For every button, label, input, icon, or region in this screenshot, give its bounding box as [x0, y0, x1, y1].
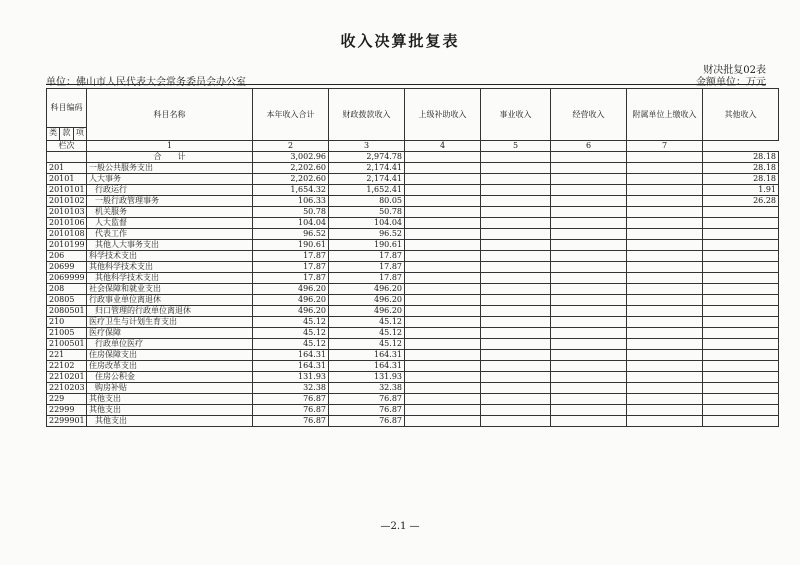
col-header-subunit: 附属单位上缴收入 [627, 89, 703, 141]
row-fiscal: 76.87 [329, 405, 405, 416]
row-other [703, 207, 779, 218]
row-subsidy [405, 273, 481, 284]
row-code: 221 [47, 350, 87, 361]
table-row [47, 229, 779, 240]
row-code: 2080501 [47, 306, 87, 317]
table-row [47, 163, 779, 174]
row-other [703, 240, 779, 251]
row-operation [551, 273, 627, 284]
row-business [481, 174, 551, 185]
row-business [481, 207, 551, 218]
row-total: 17.87 [253, 262, 329, 273]
total-subsidy [405, 152, 481, 163]
row-subsidy [405, 251, 481, 262]
row-subunit [627, 339, 703, 350]
row-code: 2210201 [47, 372, 87, 383]
row-subsidy [405, 174, 481, 185]
row-subsidy [405, 207, 481, 218]
column-number: 4 [405, 141, 481, 152]
subheader-kuan: 款 [60, 128, 73, 140]
row-total: 496.20 [253, 295, 329, 306]
row-code: 201 [47, 163, 87, 174]
row-subunit [627, 405, 703, 416]
row-subunit [627, 361, 703, 372]
row-other [703, 218, 779, 229]
row-total: 96.52 [253, 229, 329, 240]
row-fiscal: 164.31 [329, 361, 405, 372]
column-number: 7 [627, 141, 703, 152]
row-business [481, 328, 551, 339]
row-other [703, 383, 779, 394]
row-total: 496.20 [253, 284, 329, 295]
row-business [481, 361, 551, 372]
row-fiscal: 50.78 [329, 207, 405, 218]
row-code: 2210203 [47, 383, 87, 394]
row-name: 医疗卫生与计划生育支出 [87, 317, 253, 328]
row-total: 2,202.60 [253, 163, 329, 174]
row-code: 2299901 [47, 416, 87, 427]
row-name: 医疗保障 [87, 328, 253, 339]
row-fiscal: 104.04 [329, 218, 405, 229]
row-fiscal: 76.87 [329, 394, 405, 405]
row-code: 206 [47, 251, 87, 262]
row-operation [551, 295, 627, 306]
row-other: 28.18 [703, 163, 779, 174]
row-name: 代表工作 [87, 229, 253, 240]
row-name: 其他科学技术支出 [87, 273, 253, 284]
column-number: 3 [329, 141, 405, 152]
table-row [47, 207, 779, 218]
table-row [47, 394, 779, 405]
row-subsidy [405, 306, 481, 317]
row-code: 2069999 [47, 273, 87, 284]
unit-label: 单位：佛山市人民代表大会常务委员会办公室 [46, 77, 246, 88]
row-subunit [627, 284, 703, 295]
row-total: 496.20 [253, 306, 329, 317]
row-operation [551, 339, 627, 350]
row-fiscal: 80.05 [329, 196, 405, 207]
row-name: 其他人大事务支出 [87, 240, 253, 251]
row-business [481, 218, 551, 229]
row-name: 购房补贴 [87, 383, 253, 394]
table-row [47, 372, 779, 383]
row-total: 2,202.60 [253, 174, 329, 185]
row-fiscal: 131.93 [329, 372, 405, 383]
row-name: 其他科学技术支出 [87, 262, 253, 273]
row-name: 其他支出 [87, 416, 253, 427]
row-business [481, 372, 551, 383]
row-total: 32.38 [253, 383, 329, 394]
table-row [47, 350, 779, 361]
row-other [703, 284, 779, 295]
form-id: 财决批复02表 [703, 65, 766, 76]
total-row [47, 152, 779, 163]
column-number: 1 [87, 141, 253, 152]
row-subunit [627, 218, 703, 229]
table-row [47, 361, 779, 372]
row-business [481, 229, 551, 240]
row-subunit [627, 174, 703, 185]
row-other [703, 229, 779, 240]
row-subunit [627, 185, 703, 196]
row-fiscal: 32.38 [329, 383, 405, 394]
col-header-code: 科目编码 [47, 89, 87, 128]
row-operation [551, 174, 627, 185]
row-name: 人大监督 [87, 218, 253, 229]
col-header-business: 事业收入 [481, 89, 551, 141]
row-total: 104.04 [253, 218, 329, 229]
row-subsidy [405, 383, 481, 394]
row-operation [551, 328, 627, 339]
total-code-cell [47, 152, 87, 163]
row-code: 22999 [47, 405, 87, 416]
row-code: 2010103 [47, 207, 87, 218]
row-subsidy [405, 163, 481, 174]
row-subsidy [405, 295, 481, 306]
row-fiscal: 2,174.41 [329, 174, 405, 185]
row-subunit [627, 416, 703, 427]
table-row [47, 284, 779, 295]
col-header-operation: 经营收入 [551, 89, 627, 141]
row-subunit [627, 251, 703, 262]
row-total: 17.87 [253, 273, 329, 284]
row-total: 164.31 [253, 350, 329, 361]
code-subheader [47, 128, 87, 141]
row-code: 2100501 [47, 339, 87, 350]
row-other [703, 306, 779, 317]
row-name: 机关服务 [87, 207, 253, 218]
row-total: 45.12 [253, 328, 329, 339]
row-name: 归口管理的行政单位离退休 [87, 306, 253, 317]
row-name: 一般行政管理事务 [87, 196, 253, 207]
row-subunit [627, 306, 703, 317]
total-business [481, 152, 551, 163]
row-fiscal: 96.52 [329, 229, 405, 240]
row-total: 164.31 [253, 361, 329, 372]
row-subsidy [405, 218, 481, 229]
table-row [47, 196, 779, 207]
row-fiscal: 17.87 [329, 262, 405, 273]
row-subsidy [405, 196, 481, 207]
row-name: 科学技术支出 [87, 251, 253, 262]
row-operation [551, 185, 627, 196]
header-rule [46, 84, 766, 85]
row-other [703, 416, 779, 427]
col-header-fiscal: 财政拨款收入 [329, 89, 405, 141]
row-subunit [627, 273, 703, 284]
row-subunit [627, 196, 703, 207]
row-business [481, 405, 551, 416]
row-subunit [627, 394, 703, 405]
row-operation [551, 229, 627, 240]
row-fiscal: 190.61 [329, 240, 405, 251]
row-business [481, 284, 551, 295]
row-subsidy [405, 394, 481, 405]
row-subsidy [405, 416, 481, 427]
row-business [481, 185, 551, 196]
total-fiscal: 2,974.78 [329, 152, 405, 163]
row-other [703, 295, 779, 306]
row-total: 190.61 [253, 240, 329, 251]
table-row [47, 295, 779, 306]
subheader-xiang: 项 [75, 128, 84, 137]
row-operation [551, 306, 627, 317]
row-business [481, 383, 551, 394]
column-number: 2 [253, 141, 329, 152]
row-fiscal: 496.20 [329, 295, 405, 306]
total-label: 合 计 [87, 152, 253, 163]
row-total: 76.87 [253, 405, 329, 416]
row-code: 208 [47, 284, 87, 295]
table-row [47, 273, 779, 284]
col-header-other: 其他收入 [703, 89, 779, 141]
row-total: 131.93 [253, 372, 329, 383]
row-other [703, 328, 779, 339]
row-name: 行政单位医疗 [87, 339, 253, 350]
col-header-total: 本年收入合计 [253, 89, 329, 141]
row-fiscal: 496.20 [329, 306, 405, 317]
total-income: 3,002.96 [253, 152, 329, 163]
row-name: 其他支出 [87, 405, 253, 416]
table-row [47, 185, 779, 196]
row-business [481, 295, 551, 306]
row-business [481, 394, 551, 405]
column-number: 5 [481, 141, 551, 152]
row-business [481, 306, 551, 317]
row-other [703, 339, 779, 350]
row-name: 一般公共服务支出 [87, 163, 253, 174]
row-operation [551, 383, 627, 394]
row-other: 1.91 [703, 185, 779, 196]
row-other [703, 317, 779, 328]
table-row [47, 416, 779, 427]
row-subsidy [405, 185, 481, 196]
row-operation [551, 163, 627, 174]
table-row [47, 405, 779, 416]
table-row [47, 306, 779, 317]
row-other [703, 273, 779, 284]
total-operation [551, 152, 627, 163]
column-number: 6 [551, 141, 627, 152]
row-business [481, 416, 551, 427]
row-name: 住房改革支出 [87, 361, 253, 372]
row-other: 26.28 [703, 196, 779, 207]
row-business [481, 251, 551, 262]
total-other: 28.18 [703, 152, 779, 163]
row-other [703, 361, 779, 372]
row-other [703, 262, 779, 273]
row-subunit [627, 229, 703, 240]
row-subunit [627, 328, 703, 339]
row-subunit [627, 372, 703, 383]
row-operation [551, 372, 627, 383]
row-name: 人大事务 [87, 174, 253, 185]
row-code: 20101 [47, 174, 87, 185]
row-operation [551, 394, 627, 405]
row-subsidy [405, 350, 481, 361]
row-subsidy [405, 361, 481, 372]
row-operation [551, 416, 627, 427]
page-title: 收入决算批复表 [340, 32, 460, 50]
table-row [47, 328, 779, 339]
row-code: 20699 [47, 262, 87, 273]
row-subsidy [405, 262, 481, 273]
row-code: 210 [47, 317, 87, 328]
row-fiscal: 45.12 [329, 317, 405, 328]
row-business [481, 163, 551, 174]
income-table [46, 88, 779, 427]
row-business [481, 262, 551, 273]
row-code: 2010101 [47, 185, 87, 196]
row-other [703, 394, 779, 405]
row-subsidy [405, 317, 481, 328]
page-number: —2.1 — [380, 521, 420, 532]
row-business [481, 196, 551, 207]
row-fiscal: 1,652.41 [329, 185, 405, 196]
row-subunit [627, 262, 703, 273]
row-subsidy [405, 328, 481, 339]
row-other [703, 350, 779, 361]
column-number-row [47, 141, 779, 152]
row-operation [551, 207, 627, 218]
row-code: 229 [47, 394, 87, 405]
table-row [47, 251, 779, 262]
row-subunit [627, 350, 703, 361]
row-fiscal: 17.87 [329, 251, 405, 262]
row-subsidy [405, 405, 481, 416]
table-row [47, 218, 779, 229]
row-other [703, 405, 779, 416]
row-business [481, 339, 551, 350]
row-subsidy [405, 284, 481, 295]
row-other [703, 251, 779, 262]
row-operation [551, 361, 627, 372]
row-subsidy [405, 372, 481, 383]
row-operation [551, 196, 627, 207]
col-header-name: 科目名称 [87, 89, 253, 141]
total-subunit [627, 152, 703, 163]
row-operation [551, 350, 627, 361]
row-fiscal: 496.20 [329, 284, 405, 295]
row-subsidy [405, 339, 481, 350]
row-operation [551, 262, 627, 273]
table-row [47, 317, 779, 328]
row-total: 45.12 [253, 339, 329, 350]
row-code: 21005 [47, 328, 87, 339]
row-subunit [627, 383, 703, 394]
row-fiscal: 45.12 [329, 339, 405, 350]
row-operation [551, 240, 627, 251]
table-row [47, 240, 779, 251]
column-number-label: 栏次 [47, 141, 87, 152]
row-operation [551, 317, 627, 328]
row-business [481, 317, 551, 328]
table-row [47, 174, 779, 185]
row-name: 住房公积金 [87, 372, 253, 383]
row-total: 45.12 [253, 317, 329, 328]
row-name: 行政事业单位离退休 [87, 295, 253, 306]
row-subsidy [405, 229, 481, 240]
row-code: 22102 [47, 361, 87, 372]
row-fiscal: 76.87 [329, 416, 405, 427]
row-operation [551, 284, 627, 295]
row-total: 76.87 [253, 394, 329, 405]
row-total: 76.87 [253, 416, 329, 427]
row-fiscal: 164.31 [329, 350, 405, 361]
row-operation [551, 251, 627, 262]
row-code: 2010102 [47, 196, 87, 207]
row-business [481, 240, 551, 251]
row-code: 2010108 [47, 229, 87, 240]
col-header-subsidy: 上级补助收入 [405, 89, 481, 141]
row-fiscal: 2,174.41 [329, 163, 405, 174]
row-name: 社会保障和就业支出 [87, 284, 253, 295]
row-other [703, 372, 779, 383]
row-subunit [627, 240, 703, 251]
table-row [47, 383, 779, 394]
row-subunit [627, 295, 703, 306]
row-total: 106.33 [253, 196, 329, 207]
row-subunit [627, 317, 703, 328]
row-operation [551, 405, 627, 416]
row-total: 1,654.32 [253, 185, 329, 196]
amount-unit-label: 金额单位：万元 [696, 77, 766, 88]
row-business [481, 273, 551, 284]
subheader-lei: 类 [47, 128, 60, 140]
table-row [47, 262, 779, 273]
row-subsidy [405, 240, 481, 251]
row-other: 28.18 [703, 174, 779, 185]
row-code: 2010199 [47, 240, 87, 251]
row-operation [551, 218, 627, 229]
row-total: 50.78 [253, 207, 329, 218]
row-total: 17.87 [253, 251, 329, 262]
table-row [47, 339, 779, 350]
row-name: 其他支出 [87, 394, 253, 405]
row-business [481, 350, 551, 361]
row-name: 住房保障支出 [87, 350, 253, 361]
row-subunit [627, 207, 703, 218]
row-code: 2010106 [47, 218, 87, 229]
row-code: 20805 [47, 295, 87, 306]
row-fiscal: 45.12 [329, 328, 405, 339]
row-fiscal: 17.87 [329, 273, 405, 284]
row-name: 行政运行 [87, 185, 253, 196]
row-subunit [627, 163, 703, 174]
